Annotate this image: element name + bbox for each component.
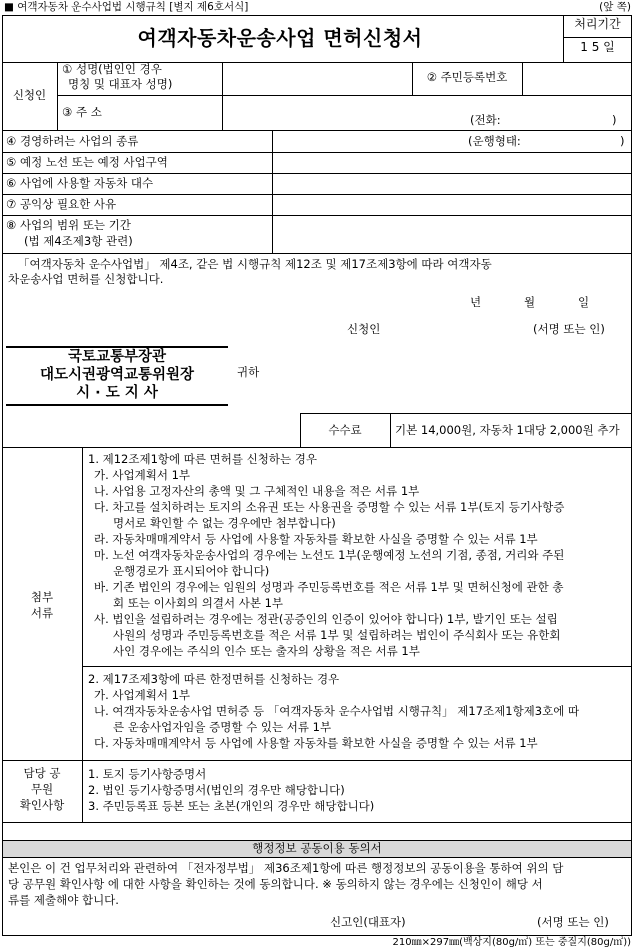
scope-label-2: (법 제4조제3항 관련) xyxy=(24,234,133,248)
att1-item-cont: 회 또는 이사회의 의결서 사본 1부 xyxy=(113,596,284,610)
public-need-field[interactable] xyxy=(273,195,631,214)
date-month: 월 xyxy=(524,295,536,309)
date-year: 년 xyxy=(470,295,482,309)
att2-item: 다. 자동차매매계약서 등 사업에 사용할 자동차를 확보한 사실을 증명할 수 있는 서류 1부 xyxy=(94,736,538,750)
att1-item: 사. 법인을 설립하려는 경우에는 정관(공증인의 인증이 있어야 합니다) 1부, 발기인 또는 설립 xyxy=(94,612,558,626)
name-field[interactable] xyxy=(223,63,411,94)
recipient-block xyxy=(6,346,228,406)
official-label-3: 확인사항 xyxy=(19,798,65,812)
att1-item: 라. 자동차매매계약서 등 사업에 사용할 자동차를 확보한 사실을 증명할 수 있는 서류 1부 xyxy=(94,532,538,546)
att2-item: 나. 여객자동차운송사업 면허증 등 「여객자동차 운수사업법 시행규칙」 제17조제1항제3호에 따 xyxy=(94,704,580,718)
name-label-2: 명칭 및 대표자 성명) xyxy=(68,77,173,91)
business-type-field[interactable] xyxy=(273,131,463,151)
official-item: 3. 주민등록표 등본 또는 초본(개인의 경우만 해당합니다) xyxy=(88,799,375,813)
att1-item: 바. 기존 법인의 경우에는 임원의 성명과 주민등록번호를 적은 서류 1부 및 면허신청에 관한 총 xyxy=(94,580,564,594)
att1-item: 나. 사업용 고정자산의 총액 및 그 구체적인 내용을 적은 서류 1부 xyxy=(94,484,420,498)
att2-heading: 2. 제17조제3항에 따른 한정면허를 신청하는 경우 xyxy=(88,672,340,686)
att1-item-cont: 사인 경우에는 주식의 인수 또는 출자의 상황을 적은 서류 1부 xyxy=(113,644,420,658)
applicant-sign-label: 신청인 xyxy=(347,322,381,336)
paper-spec: 210㎜×297㎜(백상지(80g/㎡) 또는 중질지(80g/㎡)) xyxy=(392,937,631,948)
recipient-line-3: 시 · 도 지 사 xyxy=(76,385,158,401)
processing-label: 처리기간 xyxy=(574,17,621,31)
official-label-2: 무원 xyxy=(30,782,54,796)
applicant-group-label: 신청인 xyxy=(12,88,47,102)
att1-heading: 1. 제12조제1항에 따른 면허를 신청하는 경우 xyxy=(88,452,317,466)
form-label: ■ 여객자동차 운수사업법 시행규칙 [별지 제6호서식] xyxy=(4,1,249,13)
attachments-label-2: 서류 xyxy=(30,606,54,620)
rrn-field[interactable] xyxy=(523,63,631,94)
att1-item: 다. 차고를 설치하려는 토지의 소유권 또는 사용권을 증명할 수 있는 서류 1부(토지 등기사항증 xyxy=(94,500,565,514)
public-need-label: ⑦ 공익상 필요한 사유 xyxy=(6,197,117,211)
vehicle-count-label: ⑥ 사업에 사용할 자동차 대수 xyxy=(6,176,154,190)
vehicle-count-field[interactable] xyxy=(273,174,631,193)
att1-item: 가. 사업계획서 1부 xyxy=(94,468,191,482)
statement-line-1: 「여객자동차 운수사업법」 제4조, 같은 법 시행규칙 제12조 및 제17조제3항에 따라 여객자동 xyxy=(18,257,492,271)
official-item: 1. 토지 등기사항증명서 xyxy=(88,767,207,781)
side-label: (앞 쪽) xyxy=(599,1,631,13)
recipient-honorific: 귀하 xyxy=(237,365,260,379)
operation-type-label: (운행형태: xyxy=(468,134,521,148)
route-label: ⑤ 예정 노선 또는 예정 사업구역 xyxy=(6,155,168,169)
date-day: 일 xyxy=(578,295,590,309)
applicant-signature: (서명 또는 인) xyxy=(533,322,605,336)
official-label-1: 담당 공 xyxy=(23,766,61,780)
att1-item-cont: 사원의 성명과 주민등록번호를 적은 서류 1부 및 설립하려는 법인이 주식회사 또는 유한회 xyxy=(113,628,561,642)
recipient-line-2: 대도시권광역교통위원장 xyxy=(39,367,195,383)
fee-label: 수수료 xyxy=(328,423,362,437)
consent-signer: 신고인(대표자) xyxy=(330,915,406,929)
scope-field[interactable] xyxy=(273,216,631,252)
phone-label: (전화: xyxy=(470,113,501,127)
att2-item-cont: 른 운송사업자임을 증명할 수 있는 서류 1부 xyxy=(113,720,332,734)
name-label-1: ① 성명(법인인 경우 xyxy=(62,62,162,76)
recipient-line-1: 국토교통부장관 xyxy=(67,349,167,365)
address-field[interactable] xyxy=(223,96,631,129)
address-label: ③ 주 소 xyxy=(62,105,102,119)
rrn-label: ② 주민등록번호 xyxy=(426,70,508,84)
attachments-label-1: 첨부 xyxy=(30,590,54,604)
att2-item: 가. 사업계획서 1부 xyxy=(94,688,191,702)
business-type-label: ④ 경영하려는 사업의 종류 xyxy=(6,134,139,148)
att1-item-cont: 운행경로가 표시되어야 합니다) xyxy=(113,564,270,578)
consent-line-1: 본인은 이 건 업무처리와 관련하여 「전자정부법」 제36조제1항에 따른 행정정보의 공동이용을 통하여 위의 담 xyxy=(8,861,564,875)
att1-item: 마. 노선 여객자동차운송사업의 경우에는 노선도 1부(운행예정 노선의 기점, 종점, 거리와 주된 xyxy=(94,548,565,562)
consent-line-2: 당 공무원 확인사항 에 대한 사항을 확인하는 것에 동의합니다. ※ 동의하지 않는 경우에는 신청인이 해당 서 xyxy=(8,877,543,891)
official-item: 2. 법인 등기사항증명서(법인의 경우만 해당합니다) xyxy=(88,783,345,797)
route-field[interactable] xyxy=(273,153,631,172)
statement-line-2: 차운송사업 면허를 신청합니다. xyxy=(8,272,164,286)
fee-value: 기본 14,000원, 자동차 1대당 2,000원 추가 xyxy=(395,423,620,437)
att1-item-cont: 명서로 확인할 수 없는 경우에만 첨부합니다) xyxy=(113,516,336,530)
consent-signature: (서명 또는 인) xyxy=(537,915,609,929)
operation-close: ) xyxy=(620,134,625,148)
processing-value: 1 5 일 xyxy=(580,40,615,54)
consent-line-3: 류를 제출해야 합니다. xyxy=(8,893,119,907)
form-title: 여객자동차운송사업 면허신청서 xyxy=(137,26,423,50)
scope-label-1: ⑧ 사업의 범위 또는 기간 xyxy=(6,218,131,232)
phone-close: ) xyxy=(612,113,617,127)
consent-title: 행정정보 공동이용 동의서 xyxy=(252,841,382,855)
